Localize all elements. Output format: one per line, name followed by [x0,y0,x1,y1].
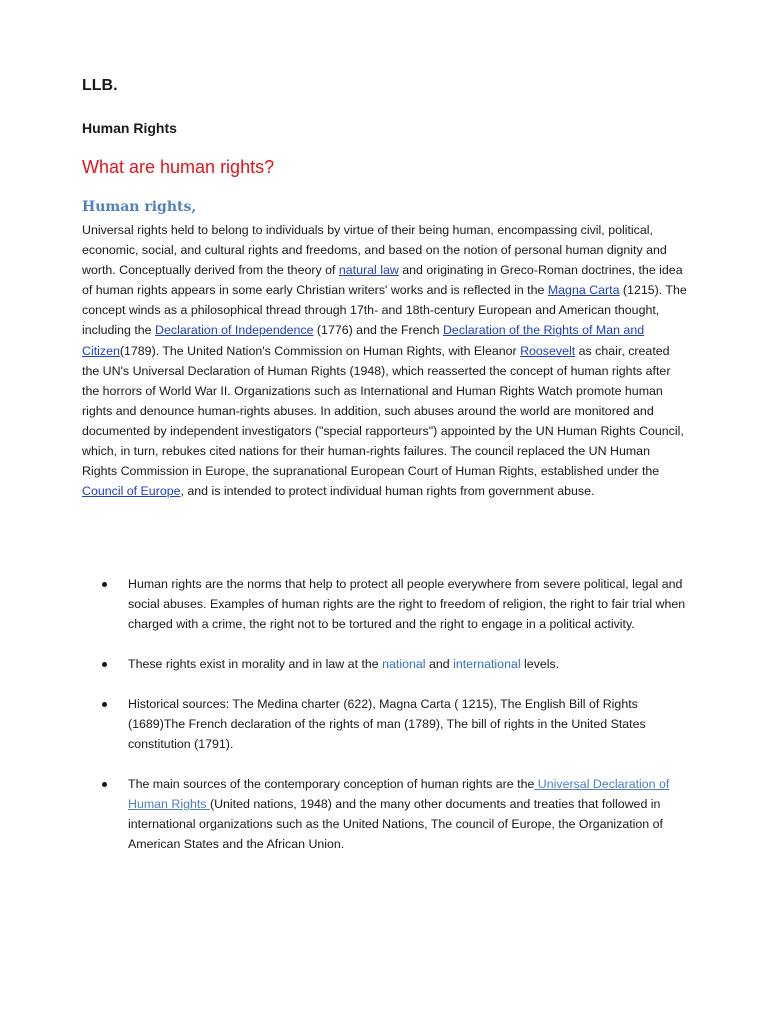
subject-title: Human Rights [82,120,177,136]
document-code: LLB. [82,77,118,94]
intro-text: , and is intended to protect individual human rights from government abuse. [180,484,595,499]
intro-text: Universal rights held to belong to individuals by virtue of their being human, encompassing civil, political, economic, social, and cultural rights and freedoms, and based on the notion of personal human dignity and worth. Conceptually derived from the theory of [82,223,667,278]
council-of-europe-link[interactable]: Council of Europe [82,484,181,499]
bullet-text: and [425,657,454,671]
intro-text: as chair, created the UN's Universal Declaration of Human Rights (1948), which reasserted the concept of human rights after the horrors of World War II. Organizations such as International and Human Rights Watch promote human rights and denounce human-rights abuses. In addition, such abuses around the world are monitored and documented by independent investigators ("special rapporteurs") appointed by the UN Human Rights Council, which, in turn, rebukes cited nations for their human-rights failures. The council replaced the UN Human Rights Commission in Europe, the supranational European Court of Human Rights, established under the [82,343,684,479]
intro-paragraph [82,220,688,501]
roosevelt-link[interactable]: Roosevelt [520,343,576,358]
intro-text: (1776) and the French [313,323,443,338]
intro-text: (1789). The United Nation's Commission on Human Rights, with Eleanor [119,343,521,358]
bullet-icon [102,702,107,707]
list-item [82,694,688,754]
bullet-text: The main sources of the contemporary conception of human rights are the [128,777,535,791]
bullet-text: Human rights are the norms that help to protect all people everywhere from severe political, legal and social abuses. Examples of human rights are the right to freedom of religion, the right to fair trial when charged with a crime, the right not to be tortured and the right to engage in a political activity. [128,577,686,631]
list-item [82,574,688,634]
bullet-text: These rights exist in morality and in law at the [128,657,383,671]
list-item [82,654,688,674]
bullet-icon [102,782,107,787]
international-link[interactable]: international [453,657,521,671]
bullet-icon [102,582,107,587]
natural-law-link[interactable]: natural law [338,263,399,278]
declaration-of-independence-link[interactable]: Declaration of Independence [155,323,314,338]
section-heading: Human rights, [82,199,197,215]
bullet-text: (United nations, 1948) and the many other documents and treaties that followed in international organizations such as the United Nations, The council of Europe, the Organization of American States and the African Union. [128,797,663,851]
universal-declaration-link[interactable]: Universal Declaration of Human Rights [128,777,670,811]
declaration-rights-of-man-link[interactable]: Declaration of the Rights of Man and Citizen [82,323,645,358]
question-heading: What are human rights? [82,157,275,177]
intro-text: and originating in Greco-Roman doctrines, the idea of human rights appears in some early Christian writers' works and is reflected in the [82,263,683,298]
bullet-icon [102,662,107,667]
bullet-list [82,574,688,874]
bullet-text: levels. [520,657,560,671]
magna-carta-link[interactable]: Magna Carta [547,283,620,298]
intro-text: (1215). The concept winds as a philosophical thread through 17th- and 18th-century European and American thought, including the [82,283,687,338]
list-item [82,774,688,854]
national-link[interactable]: national [382,657,426,671]
bullet-text: Historical sources: The Medina charter (622), Magna Carta ( 1215), The English Bill of Rights (1689)The French declaration of the rights of man (1789), The bill of rights in the United States constitution (1791). [128,697,646,751]
